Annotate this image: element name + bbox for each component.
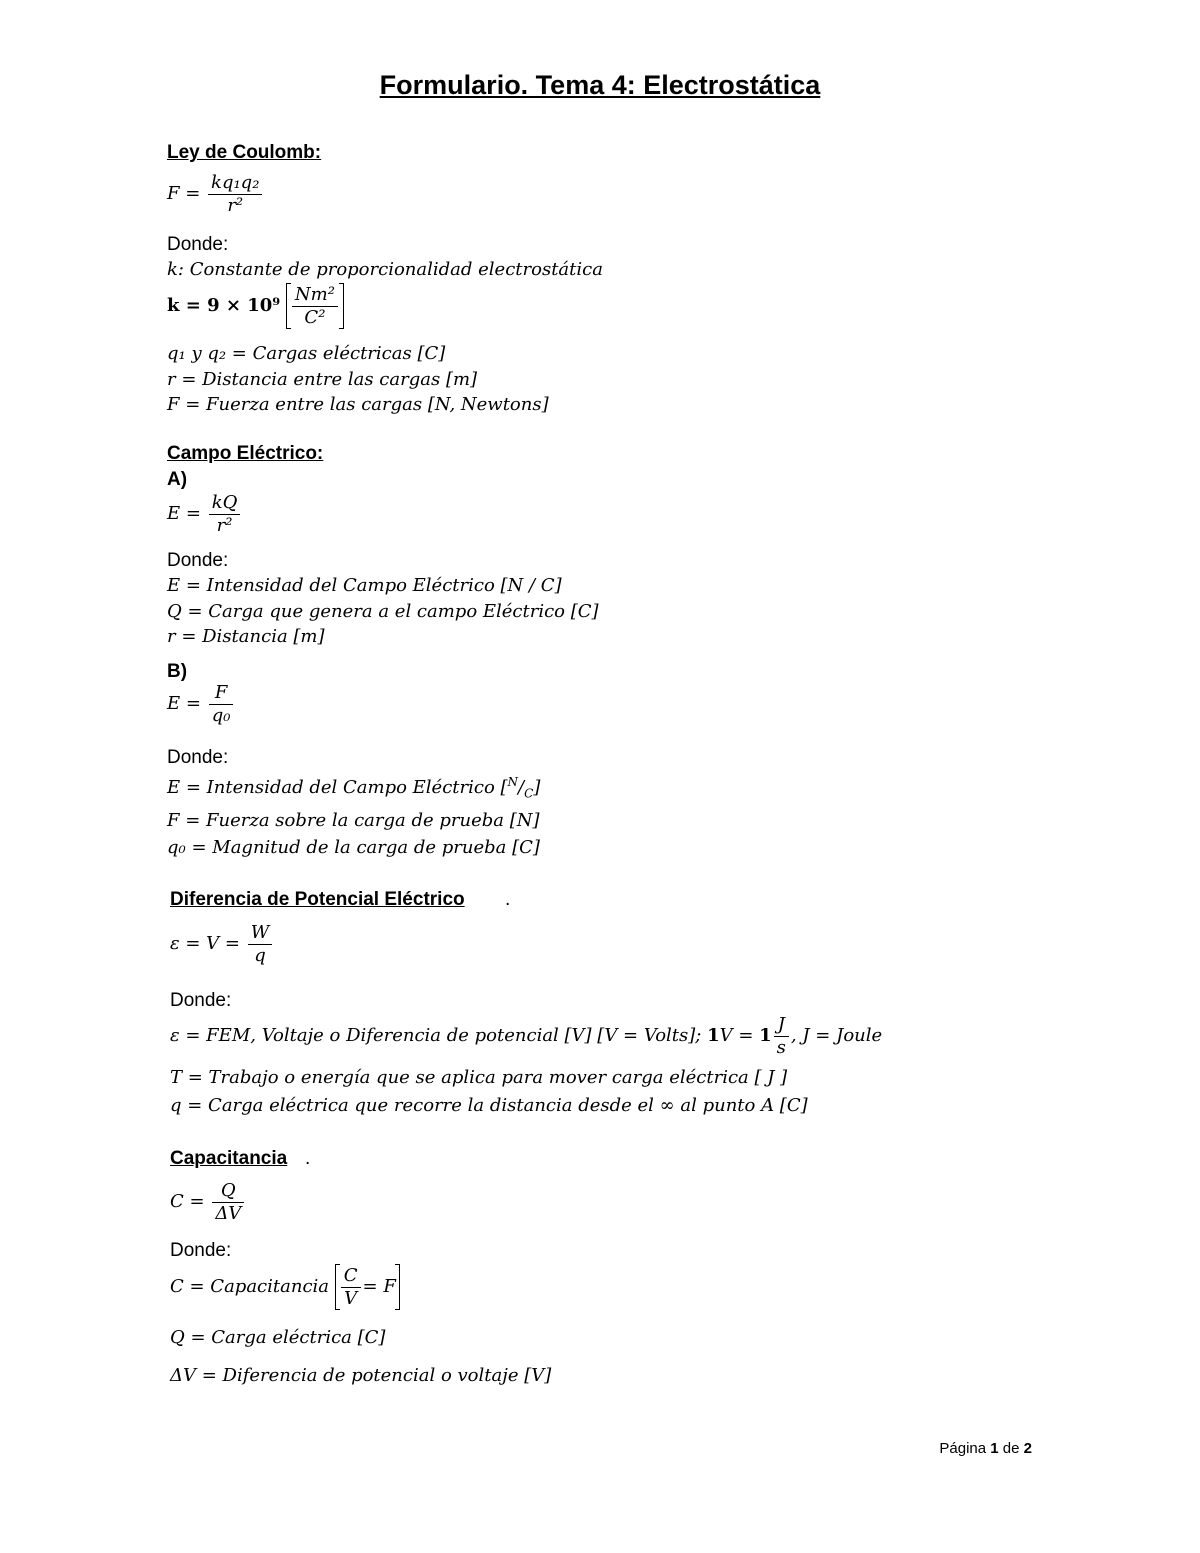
capacitancia-heading-tail: . [305, 1148, 311, 1169]
potencial-heading: Diferencia de Potencial Eléctrico [170, 889, 465, 910]
capacitancia-heading: Capacitancia [170, 1148, 288, 1169]
capacitancia-c-unit-den: V [341, 1287, 361, 1310]
capacitancia-donde: Donde: [170, 1240, 232, 1261]
campo-a-formula [167, 492, 242, 536]
campo-a-label: A) [167, 469, 188, 490]
campo-b-e-unit-n: N [507, 775, 519, 789]
campo-b-den: q₀ [209, 704, 234, 727]
coulomb-k-unit-fraction [292, 284, 338, 328]
potencial-formula [170, 922, 274, 966]
campo-b-e-unit-slash: / [518, 777, 525, 798]
coulomb-formula [167, 172, 264, 216]
potencial-e-def-fnum: J [777, 1014, 785, 1035]
campo-b-e-unit-c: C [524, 786, 534, 801]
capacitancia-lhs: C = [170, 1191, 205, 1213]
potencial-fraction [248, 922, 273, 966]
coulomb-k-value [167, 284, 344, 328]
campo-a-r-def: r = Distancia [m] [167, 626, 325, 647]
coulomb-r-def: r = Distancia entre las cargas [m] [167, 369, 478, 390]
coulomb-donde: Donde: [167, 234, 229, 255]
capacitancia-c-unit-num: C [343, 1265, 358, 1286]
campo-a-q-def: Q = Carga que genera a el campo Eléctrico [C] [167, 601, 599, 622]
potencial-e-def-v: V = [719, 1025, 760, 1047]
potencial-lhs: ε = V = [170, 933, 240, 955]
campo-a-den: r² [209, 514, 241, 537]
coulomb-heading: Ley de Coulomb: [167, 142, 322, 163]
campo-b-e-def [167, 775, 540, 801]
potencial-q-def: q = Carga eléctrica que recorre la distancia desde el ∞ al punto A [C] [170, 1095, 808, 1116]
capacitancia-c-def-text: C = Capacitancia [170, 1276, 335, 1298]
page-number [939, 1440, 1032, 1457]
potencial-e-def-fden: s [774, 1036, 789, 1059]
campo-b-lhs: E = [167, 693, 201, 715]
campo-b-f-def: F = Fuerza sobre la carga de prueba [N] [167, 810, 540, 831]
potencial-t-def: T = Trabajo o energía que se aplica para mover carga eléctrica [ J ] [170, 1067, 788, 1088]
capacitancia-c-unit [335, 1265, 400, 1309]
coulomb-f-def: F = Fuerza entre las cargas [N, Newtons] [167, 394, 549, 415]
page-number-label: Página [939, 1440, 991, 1457]
potencial-num: W [250, 922, 270, 943]
potencial-e-def-one-b: 1 [759, 1025, 772, 1047]
coulomb-den: r² [208, 194, 262, 217]
campo-b-num: F [214, 682, 228, 703]
capacitancia-q-def: Q = Carga eléctrica [C] [170, 1327, 386, 1348]
potencial-e-def [170, 1014, 882, 1058]
potencial-e-def-joule: , J = Joule [790, 1025, 883, 1047]
page-number-total: 2 [1023, 1440, 1032, 1457]
campo-heading: Campo Eléctrico: [167, 443, 324, 464]
capacitancia-c-unit-eq: = F [362, 1276, 396, 1298]
coulomb-lhs: F = [167, 183, 201, 205]
capacitancia-c-unit-fraction [341, 1265, 361, 1309]
campo-b-formula [167, 682, 235, 726]
campo-b-donde: Donde: [167, 747, 229, 768]
potencial-heading-tail: . [505, 889, 511, 910]
capacitancia-num: Q [220, 1180, 236, 1201]
campo-a-num: kQ [211, 492, 238, 513]
coulomb-k-def: k: Constante de proporcionalidad electrostática [167, 259, 603, 280]
potencial-e-def-fraction [774, 1014, 789, 1058]
capacitancia-formula [170, 1180, 246, 1224]
campo-a-e-def: E = Intensidad del Campo Eléctrico [N / C] [167, 575, 562, 596]
capacitancia-c-def [170, 1265, 400, 1309]
campo-a-fraction [209, 492, 241, 536]
coulomb-k-unit-num: Nm² [294, 284, 335, 305]
capacitancia-fraction [212, 1180, 244, 1224]
coulomb-k-lhs: k = 9 × 10⁹ [167, 295, 281, 317]
page-number-sep: de [998, 1440, 1024, 1457]
coulomb-num: kq₁q₂ [211, 172, 260, 193]
potencial-donde: Donde: [170, 990, 232, 1011]
potencial-den: q [248, 944, 273, 967]
coulomb-k-unit [286, 284, 344, 328]
campo-b-label: B) [167, 661, 188, 682]
potencial-e-def-text: ε = FEM, Voltaje o Diferencia de potencial [V] [V = Volts]; [170, 1025, 708, 1047]
potencial-e-def-one: 1 [707, 1025, 720, 1047]
capacitancia-den: ΔV [212, 1202, 244, 1225]
coulomb-k-unit-den: C² [292, 306, 338, 329]
campo-b-e-def-text: E = Intensidad del Campo Eléctrico [ [167, 777, 508, 798]
coulomb-q-def: q₁ y q₂ = Cargas eléctricas [C] [167, 343, 446, 364]
campo-b-e-unit-close: ] [533, 777, 541, 798]
campo-b-fraction [209, 682, 234, 726]
campo-b-q-def: q₀ = Magnitud de la carga de prueba [C] [167, 837, 540, 858]
page-number-current: 1 [990, 1440, 999, 1457]
campo-a-donde: Donde: [167, 550, 229, 571]
campo-a-lhs: E = [167, 503, 201, 525]
coulomb-fraction [208, 172, 262, 216]
capacitancia-dv-def: ΔV = Diferencia de potencial o voltaje [V] [170, 1365, 552, 1386]
page-title: Formulario. Tema 4: Electrostática [379, 70, 821, 100]
